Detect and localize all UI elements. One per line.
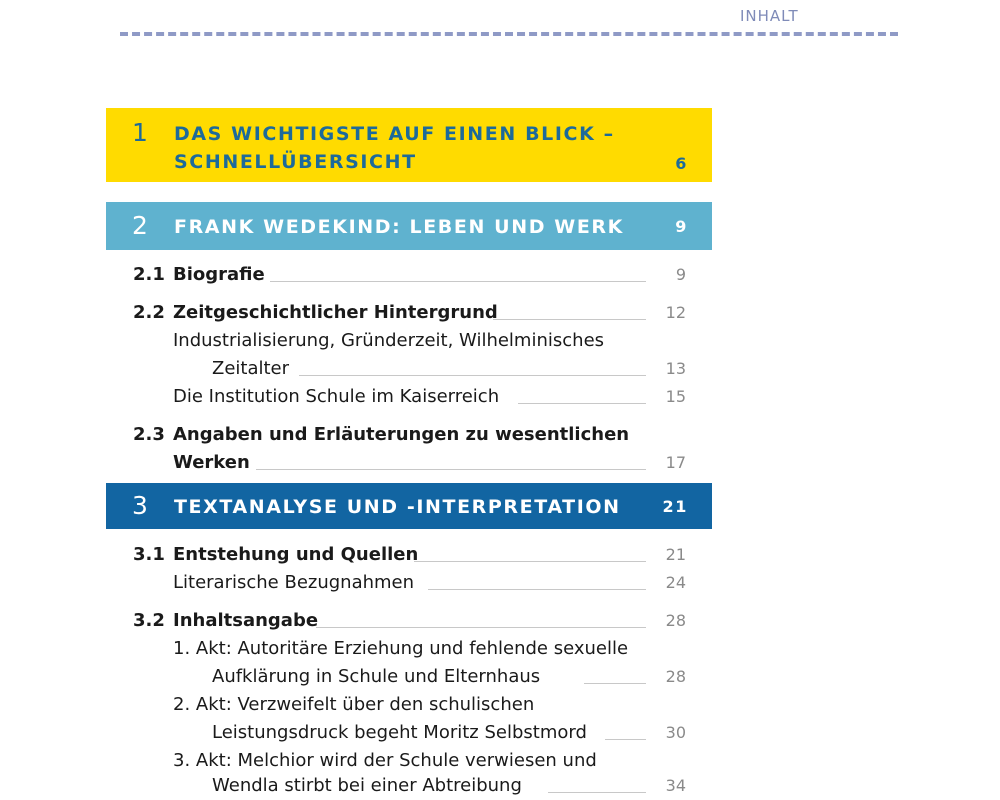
- chapter-title: FRANK WEDEKIND: LEBEN UND WERK: [174, 216, 624, 238]
- subentry-page: 28: [665, 667, 686, 686]
- section-page: 12: [665, 303, 686, 322]
- chapter-3-band[interactable]: [106, 483, 712, 529]
- chapter-page: 21: [662, 497, 688, 516]
- subentry-page: 15: [665, 387, 686, 406]
- subentry-title-line-1: Industrialisierung, Gründerzeit, Wilhelminisches: [173, 330, 605, 351]
- section-number: 2.3: [133, 424, 165, 445]
- section-page: 17: [665, 453, 686, 472]
- subentry-title-line-2: Wendla stirbt bei einer Abtreibung: [212, 775, 522, 796]
- section-page: 9: [675, 265, 686, 284]
- chapter-number: 1: [132, 118, 150, 147]
- subentry-page: 24: [665, 573, 686, 592]
- chapter-page: 9: [675, 217, 688, 236]
- subentry-title-line-2: Zeitalter: [212, 358, 290, 379]
- subentry-title: Literarische Bezugnahmen: [173, 572, 415, 593]
- section-title-line-2: Werken: [173, 452, 250, 473]
- section-title: Zeitgeschichtlicher Hintergrund: [173, 302, 498, 323]
- chapter-number: 2: [132, 211, 150, 240]
- section-title: Entstehung und Quellen: [173, 544, 419, 565]
- section-number: 2.1: [133, 264, 165, 285]
- subentry-title-line-1: 2. Akt: Verzweifelt über den schulischen: [173, 694, 535, 715]
- subentry-title-line-1: 1. Akt: Autoritäre Erziehung und fehlende sexuelle: [173, 638, 629, 659]
- section-page: 21: [665, 545, 686, 564]
- section-number: 3.2: [133, 610, 165, 631]
- section-title: Inhaltsangabe: [173, 610, 319, 631]
- chapter-title: [174, 120, 615, 176]
- section-title: Biografie: [173, 264, 265, 285]
- leader-line: [256, 469, 646, 470]
- subentry-title-line-1: 3. Akt: Melchior wird der Schule verwiesen und: [173, 750, 597, 771]
- leader-line: [270, 281, 646, 282]
- subentry-title-line-2: Aufklärung in Schule und Elternhaus: [212, 666, 541, 687]
- section-title-line-1: Angaben und Erläuterungen zu wesentlichen: [173, 424, 630, 445]
- leader-line: [518, 403, 646, 404]
- leader-line: [493, 319, 646, 320]
- chapter-1-band[interactable]: [106, 108, 712, 182]
- section-number: 3.1: [133, 544, 165, 565]
- leader-line: [548, 792, 646, 793]
- subentry-title-line-2: Leistungsdruck begeht Moritz Selbstmord: [212, 722, 587, 743]
- chapter-page: 6: [675, 154, 688, 173]
- subentry-title: Die Institution Schule im Kaiserreich: [173, 386, 500, 407]
- chapter-number: 3: [132, 491, 150, 520]
- leader-line: [316, 627, 646, 628]
- chapter-title: TEXTANALYSE UND -INTERPRETATION: [174, 496, 621, 518]
- section-page: 28: [665, 611, 686, 630]
- leader-line: [605, 739, 646, 740]
- chapter-2-band[interactable]: [106, 202, 712, 250]
- chapter-title-line-2: SCHNELLÜBERSICHT: [174, 151, 417, 173]
- section-number: 2.2: [133, 302, 165, 323]
- leader-line: [414, 561, 646, 562]
- subentry-page: 30: [665, 723, 686, 742]
- header-dashed-rule: [120, 32, 898, 36]
- chapter-title-line-1: DAS WICHTIGSTE AUF EINEN BLICK –: [174, 123, 615, 145]
- leader-line: [428, 589, 646, 590]
- leader-line: [299, 375, 646, 376]
- subentry-page: 34: [665, 776, 686, 795]
- running-header-label: INHALT: [740, 7, 799, 25]
- subentry-page: 13: [665, 359, 686, 378]
- leader-line: [584, 683, 646, 684]
